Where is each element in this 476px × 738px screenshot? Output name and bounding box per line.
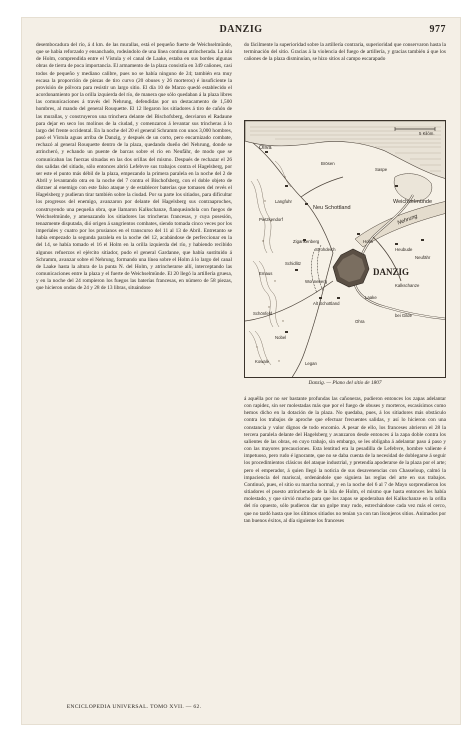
- map-label-kowale: Kowale: [255, 359, 270, 364]
- page-footer: ENCICLOPEDIA UNIVERSAL. TOMO XVII. — 62.: [66, 704, 202, 710]
- map-label-schonfeld: Schönfeld: [253, 311, 273, 316]
- page-number: 977: [429, 24, 446, 35]
- map-label-pietzkendorf: Pietzkendorf: [259, 217, 283, 222]
- map-label-laake: Laake: [365, 295, 377, 300]
- map-label-bei-gilde: bei Gilde: [395, 313, 412, 318]
- map-label-weichselmunde: Weichselmünde: [393, 199, 433, 205]
- map-label-alt-schottland: Alt Schottland: [313, 301, 340, 306]
- map-frame: [244, 120, 446, 378]
- page-title: DANZIG: [219, 24, 263, 35]
- map-label-emaus: Emaus: [259, 271, 273, 276]
- map-label-legan: Legan: [305, 361, 317, 366]
- map-label-langfuhr: Langfuhr: [275, 199, 292, 204]
- map-label-neu-schottland: Neu Schottland: [313, 205, 351, 211]
- map-label-neufahr: Neufähr: [415, 255, 431, 260]
- map-label-sespe: Saspe: [375, 167, 388, 172]
- map-label-danzig: DANZIG: [373, 267, 410, 277]
- map-label-heubude: Heubude: [395, 247, 413, 252]
- map-label-nobel: Nobel: [275, 335, 287, 340]
- map-label-oliva: Oliva: [259, 145, 272, 151]
- map-label-schidlitz: Schidlitz: [285, 261, 302, 266]
- map-label-kalkschanze: Kalkschanze: [395, 283, 420, 288]
- right-text-column-top: do fácilmente la superioridad sobre la artillería contraria, superioridad que conservaron hasta la terminación del sitio. Gracias á la violencia del fuego de artillería, y gracias también á que los cañones de la plaza disminuían, se hizo sitios al campo escarapado: [244, 42, 446, 63]
- map-label-brosen: Brösen: [321, 161, 335, 166]
- encyclopedia-page: [22, 18, 460, 724]
- map-label-ohra: Ohra: [355, 319, 365, 324]
- page-header: [36, 24, 446, 38]
- left-text-column: desembocadura del río, á 4 km. de las murallas, está el pequeño fuerte de Weichselmünde, que se había reforzado y ensanchado, rodeándolo de una línea continua atrincherada. La isla de Holm, comprendida entre el Vístula y el canal de Laake, estaba en sus bordes algunas obras de tierra de poca importancia. El armamento de la plaza consistía en 349 cañones, casi todos de pequeño y mediano calibre, pues no se había ninguno de 24; también era muy escasa la proporción de piezas de tiro curvo (20 obuses y 26 morteros) é insuficiente la provisión de pólvora para resistir un largo sitio. El día 10 de Marzo quedó establecido el acordonamiento por la orilla izquierda del río, de manera que sólo quedaban á la plaza libres las comunicaciones á través del Nehrung, defendidas por un destacamento de 1,500 hombres, al mando del general Rouquette. El 12 llegaron los sitiadores á tiro de cañón de las murallas, y construyeron una trinchera delante del Bischofsberg, desviaron el Radaune para dejar en seco los molinos de la ciudad, y comenzaron á levantar sus trincheras á lo largo del frente occidental. En la noche del 20 el general Schramm con unos 3,000 hombres, pasó el Vístula aguas arriba de Danzig, y después de un corto, pero encarnizado combate, rechazó al general Rouquette dentro de la plaza, quedando dueño del Nehrung, donde se atrincheró, y echando un puente de barcas sobre el río en Neufähr, de modo que se comunicaban las fuerzas situadas en las dos orillas del mismo. Después de rechazar el 26 dos salidas del sitiado, sólo entonces abrió Lefebvre sus trabajos contra el Hagelsberg, por ser este el punto más débil de la plaza, empezando la primera paralela en la noche del 2 de Abril y levantando otra en la noche del 7 contra el Bischofsberg, con el doble objeto de distraer al enemigo con este falso ataque y de establecer baterías que tomasen del revés el Hagelsberg y pudieran tirar también sobre la ciudad. Por su parte los sitiados, para dificultar los progresos del enemigo, avanzaron por delante del Hagelsberg sus contraaproches, construyendo una pequeña obra, que llamaron Kalkschanze, flanqueándola con fuegos de Weichselmünde, y amenazando los sitiadores las trincheras francesas, y cuya posesión, tenazmente disputada, dió origen á sangrientos combates, siendo tomada cinco veces por los imperiales y cuatro por los prusianos en el transcurso del 11 al 13 de Abril. Entretanto se había empezado la segunda paralela en la noche del 12, acabándose de perfeccionar en la del 14, se había tomado el 16 el Holm en la orilla izquierda del río, y habiendo recibido algunos refuerzos el ejército sitiador, pudo el general Gardanne, que había sustituido á Schramm, avanzar sobre el Nehrung, formando una línea sobre el Holm á lo largo del canal de Laake hasta la altura de la punta N. del Holm, y atrincherarse allí, interceptando las comunicaciones entre la plaza y el fuerte de Weichselmünde. El 20 llegó la artillería gruesa, y en la noche del 24 rompieron los fuegos las baterías francesas, en número de 58 piezas, que hicieron ondas de 24 y 28 de 13 libras, situándose: [36, 42, 232, 292]
- siege-map: [244, 120, 446, 388]
- map-caption: Danzig. — Plano del sitio de 1807: [308, 380, 382, 386]
- map-label-strohdeich: Strohdeich: [315, 247, 336, 252]
- right-text-column-bottom: á aquélla por no ser bastante profundas las cañoneras, pudieron entonces los zapas adelantar con rapidez, sin ser molestadas más que por el fuego de obuses y morteros, escasísimos como hemos dicho en la dotación de la plaza. No quedaba, pues, á los sitiadores más obstáculo contra los trabajos de aproche que efectuar frecuentes salidas, y así lo hicieron con una constancia y valor dignos de todo encomio. A pesar de ello, los franceses abrieron el 28 la tercera paralela delante del Hagelsberg y avanzaron desde entonces á la zapa doble contra los salientes de las obras, en cuyo trabajo, sin embargo, se les obligaba á adelantar paso á paso y con las mayores precauciones. Esta lentitud era la pesadilla de Lefebvre, hombre valiente é impetuoso, pero rudo é ignorante, que no se daba cuenta de la necesidad de doblegarse á seguir los procedimientos clásicos del ataque industrial, y pretendía apoderarse de la plaza por el arte; pero el emperador, á quien llegó la noticia de sus desavenencias con Chasseloup, calmó la impaciencia del mariscal, ordenándole que siguiera las reglas del arte en sus trabajos. Continuó, pues, el sitio su marcha normal, y en la noche del 6 al 7 de Mayo sorprendieron los sitiadores el puesto atrincherado de la isla de Holm, el mismo que hasta entonces les había molestado, y que sirvió mucho para que los zapas se apoderaban del Kalkschanze en la orilla del río opuesto, sólo pudieron dar un golpe muy rudo, estrechándose cada vez más el cerco, que no tardó hasta que los últimos sitiados no tenían ya con tan lisonjeros sitios. Animados por tan buenos éxitos, al día siguiente los franceses: [244, 396, 446, 524]
- map-scale-label: 5 Kilóm.: [419, 131, 435, 136]
- map-label-wonneberg: Wonneberg: [305, 279, 328, 284]
- map-label-nehrung: Nehrung: [396, 213, 419, 227]
- map-label-holm: Holm: [363, 239, 374, 244]
- map-label-zigankenberg: Zigankenberg: [293, 239, 320, 244]
